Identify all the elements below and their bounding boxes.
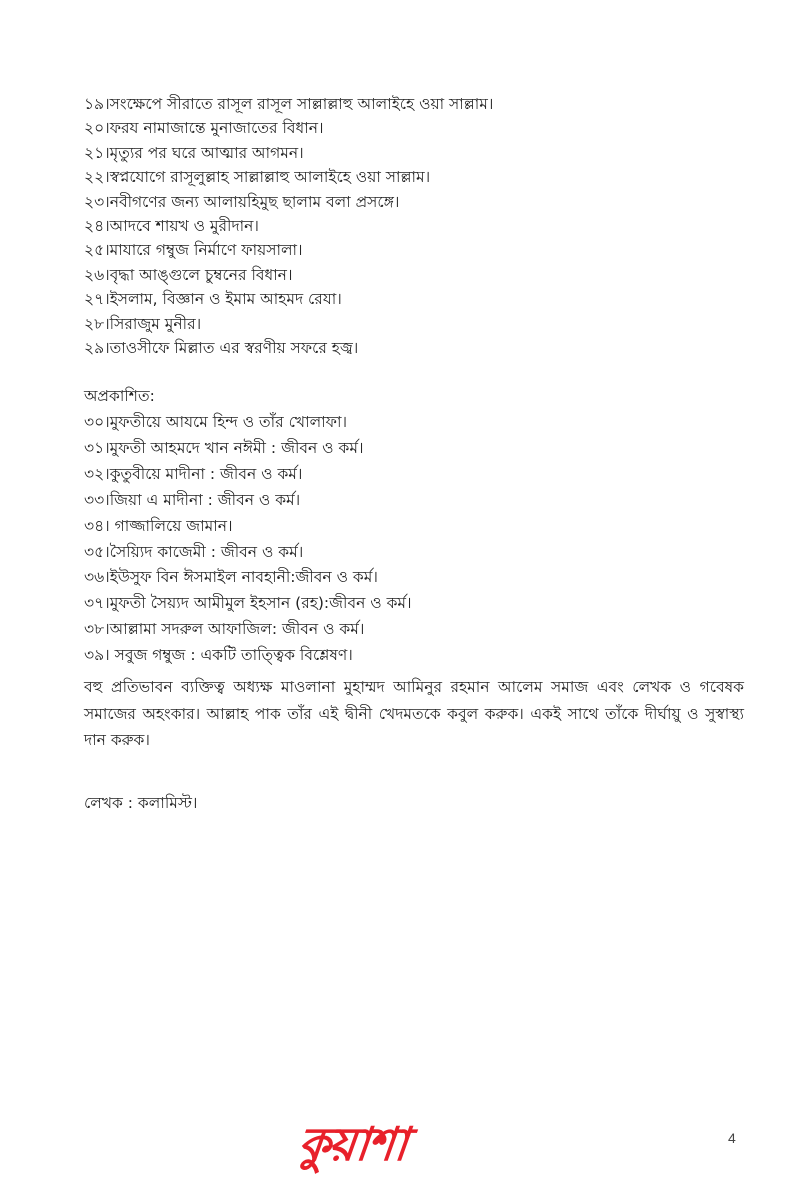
list-item: ২৫।মাযারে গম্বুজ নির্মাণে ফায়সালা। — [84, 241, 303, 260]
closing-paragraph: বহু প্রতিভাবন ব্যক্তিত্ব অধ্যক্ষ মাওলানা মুহাম্মদ আমিনুর রহমান আলেম সমাজ এবং লেখক ও গবেষক সমাজের অহংকার। আল্লাহ পাক তাঁর এই দ্বীনী খেদমতকে কবুল করুক। একই সাথে তাঁকে দীর্ঘায়ু ও সুস্বাস্থ্য দান করুক। — [84, 678, 744, 749]
list-item: ৩২।কুতুবীয়ে মাদীনা : জীবন ও কর্ম। — [84, 464, 303, 483]
page-number: 4 — [728, 1130, 736, 1146]
list-item: ২৮।সিরাজুম মুনীর। — [84, 314, 202, 333]
list-item: ২৭।ইসলাম, বিজ্ঞান ও ইমাম আহমদ রেযা। — [84, 290, 342, 309]
list-item: ৩৫।সৈয়্যিদ কাজেমী : জীবন ও কর্ম। — [84, 542, 304, 561]
list-item: ২৩।নবীগণের জন্য আলায়হিমুছ ছালাম বলা প্রসঙ্গে। — [84, 192, 400, 211]
list-item: ৩৩।জিয়া এ মাদীনা : জীবন ও কর্ম। — [84, 490, 301, 509]
list-item: ৩৬।ইউসুফ বিন ঈসমাইল নাবহানী:জীবন ও কর্ম। — [84, 568, 378, 587]
publication-logo: কুয়াশা — [295, 1117, 409, 1171]
list-item: ২৬।বৃদ্ধা আঙ্গুলে চুম্বনের বিধান। — [84, 265, 293, 284]
list-item: ৩৭।মুফতী সৈয়্যদ আমীমুল ইহসান (রহ):জীবন ও কর্ম। — [84, 594, 412, 613]
list-item: ৩৯। সবুজ গম্বুজ : একটি তাত্ত্বিক বিশ্লেষণ। — [84, 646, 353, 665]
list-item: ৩৮।আল্লামা সদরুল আফাজিল: জীবন ও কর্ম। — [84, 620, 365, 639]
list-item: ৩৪। গাজ্জালিয়ে জামান। — [84, 516, 233, 535]
list-item: ২৪।আদবে শায়খ ও মুরীদান। — [84, 217, 259, 235]
author-line: লেখক : কলামিস্ট। — [84, 794, 198, 812]
list-item: ২২।স্বপ্নযোগে রাসূলুল্লাহ সাল্লাল্লাহু আলাইহে ওয়া সাল্লাম। — [84, 168, 431, 187]
list-item: ১৯।সংক্ষেপে সীরাতে রাসূল রাসূল সাল্লাল্লাহু আলাইহে ওয়া সাল্লাম। — [84, 95, 494, 113]
list-item: ৩০।মুফতীয়ে আযমে হিন্দ ও তাঁর খোলাফা। — [84, 413, 347, 431]
list-item: ২০।ফরয নামাজান্তে মুনাজাতের বিধান। — [84, 119, 324, 138]
unpublished-heading: অপ্রকাশিত: — [84, 387, 155, 405]
list-item: ২৯।তাওসীফে মিল্লাত এর স্বরণীয় সফরে হজ্ব। — [84, 339, 359, 357]
list-item: ২১।মৃত্যুর পর ঘরে আত্মার আগমন। — [84, 143, 304, 162]
list-item: ৩১।মুফতী আহমদে খান নঈমী : জীবন ও কর্ম। — [84, 438, 364, 457]
